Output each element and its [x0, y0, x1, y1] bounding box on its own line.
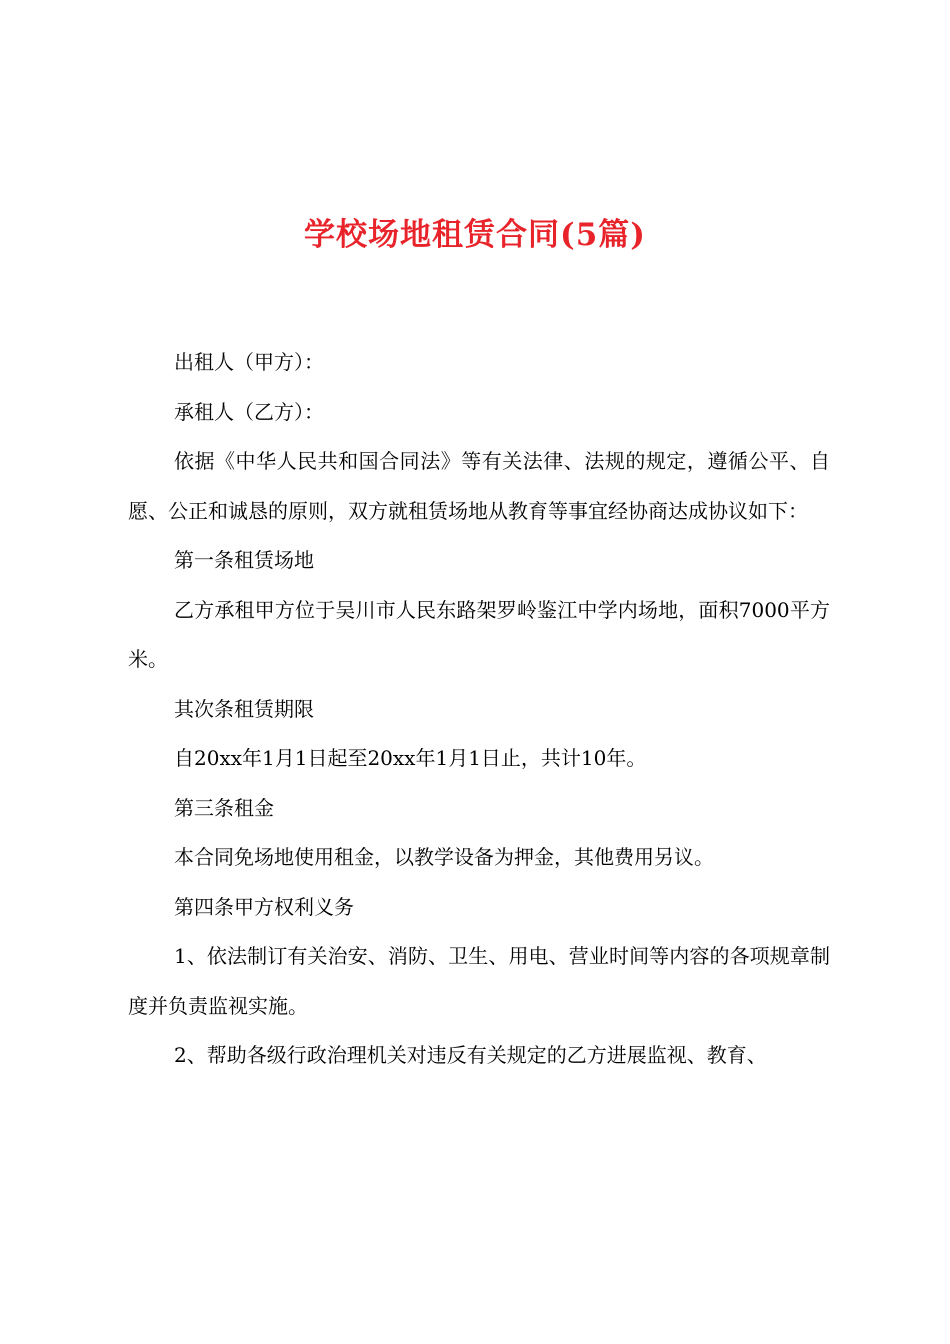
article-1-heading: 第一条租赁场地: [174, 548, 314, 572]
article-3-text: 本合同免场地使用租金，以教学设备为押金，其他费用另议。: [174, 845, 714, 869]
article-1-text: 乙方承租甲方位于吴川市人民东路架罗岭鉴江中学内场地，面积7000平方米。: [128, 597, 830, 671]
article-4-heading: 第四条甲方权利义务: [174, 894, 354, 919]
article-2-heading: 其次条租赁期限: [174, 696, 314, 721]
preamble-paragraph: 依据《中华人民共和国合同法》等有关法律、法规的规定，遵循公平、自愿、公正和诚恳的原则，双方就租赁场地从教育等事宜经协商达成协议如下：: [128, 449, 830, 523]
document-title: 学校场地租赁合同(5篇): [304, 217, 646, 253]
article-4-item-2: 2、帮助各级行政治理机关对违反有关规定的乙方进展监视、教育、: [174, 1043, 767, 1067]
document-body: [128, 338, 830, 1081]
lessor-line: 出租人（甲方）：: [174, 350, 324, 374]
article-3-heading: 第三条租金: [174, 795, 274, 820]
article-4-item-1: 1、依法制订有关治安、消防、卫生、用电、营业时间等内容的各项规章制度并负责监视实施。: [128, 944, 830, 1018]
article-2-text: 自20xx年1月1日起至20xx年1月1日止，共计10年。: [174, 746, 647, 770]
lessee-line: 承租人（乙方）：: [174, 399, 324, 424]
